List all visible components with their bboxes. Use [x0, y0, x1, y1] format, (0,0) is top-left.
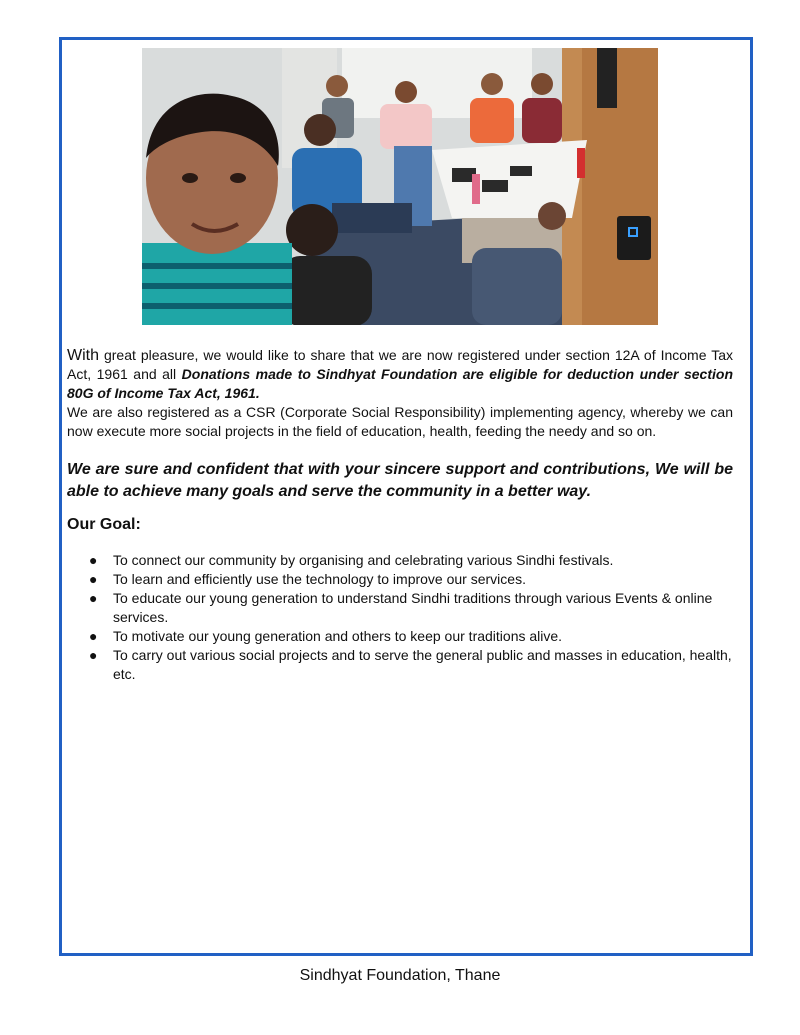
group-photo	[142, 48, 658, 325]
bullet-icon: ●	[89, 628, 98, 644]
donation-emphasis: Donations made to Sindhyat Foundation are eligible for deduction under section 80G of Income Tax Act, 1961.	[67, 366, 733, 401]
photo-illustration	[142, 48, 658, 325]
goal-item	[67, 646, 733, 684]
goal-item	[67, 627, 733, 646]
bullet-icon: ●	[89, 571, 98, 587]
goal-text: To learn and efficiently use the technology to improve our services.	[113, 571, 526, 587]
goal-item	[67, 589, 733, 627]
commitment-statement: We are sure and confident that with your sincere support and contributions, We will be able to achieve many goals and serve the community in a better way.	[67, 461, 733, 500]
goal-item	[67, 551, 733, 570]
page-footer: Sindhyat Foundation, Thane	[299, 967, 501, 984]
intro-text: great pleasure, we would like to share that we are now registered under section 12A of Income Tax Act, 1961 and all	[67, 347, 733, 382]
goal-item	[67, 570, 733, 589]
goal-text: To connect our community by organising and celebrating various Sindhi festivals.	[113, 552, 614, 568]
bullet-icon: ●	[89, 647, 98, 663]
goal-text: To educate our young generation to understand Sindhi traditions through various Events & online services.	[113, 590, 713, 625]
bullet-icon: ●	[89, 590, 98, 606]
intro-lead: With	[67, 347, 99, 364]
registration-paragraph	[67, 346, 733, 403]
goal-text: To motivate our young generation and others to keep our traditions alive.	[113, 628, 563, 644]
csr-paragraph: We are also registered as a CSR (Corporate Social Responsibility) implementing agency, whereby we can now execute more social projects in the field of education, health, feeding the needy and so on.	[67, 404, 733, 439]
goal-text: To carry out various social projects and to serve the general public and masses in education, health, etc.	[113, 647, 732, 682]
goals-heading: Our Goal:	[67, 516, 141, 533]
goals-list	[67, 551, 733, 684]
bullet-icon: ●	[89, 552, 98, 568]
